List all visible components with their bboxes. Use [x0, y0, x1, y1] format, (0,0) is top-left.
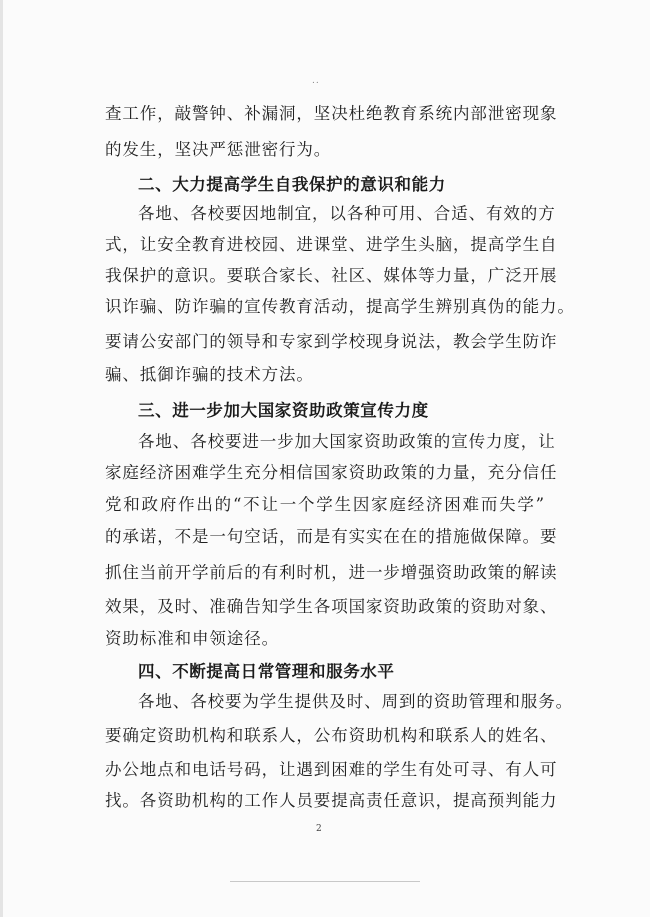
paragraph-line: 效果，及时、准确告知学生各项国家资助政策的资助对象、: [105, 597, 558, 616]
page-number: 2: [316, 824, 322, 834]
paragraph-line: 各地、各校要为学生提供及时、周到的资助管理和服务。: [138, 692, 573, 711]
paragraph-line: 要确定资助机构和联系人，公布资助机构和联系人的姓名、: [105, 726, 558, 745]
paragraph-line: 查工作，敲警钟、补漏洞，坚决杜绝教育系统内部泄密现象: [105, 104, 558, 123]
paragraph-line: 式，让安全教育进校园、进课堂、进学生头脑，提高学生自: [105, 235, 558, 254]
paragraph-line: 的承诺，不是一句空话，而是有实实在在的措施做保障。要: [105, 527, 558, 546]
paragraph-line: 办公地点和电话号码，让遇到困难的学生有处可寻、有人可: [105, 760, 558, 779]
paragraph-line: 识诈骗、防诈骗的宣传教育活动，提高学生辨别真伪的能力。: [105, 297, 575, 316]
paragraph-line: 骗、抵御诈骗的技术方法。: [105, 365, 314, 384]
section-heading-3: 三、进一步加大国家资助政策宣传力度: [138, 401, 429, 420]
paragraph-line: 我保护的意识。要联合家长、社区、媒体等力量，广泛开展: [105, 266, 558, 285]
section-heading-2: 二、大力提高学生自我保护的意识和能力: [138, 175, 446, 194]
header-mark: ..: [312, 76, 320, 86]
paragraph-line: 各地、各校要因地制宜，以各种可用、合适、有效的方: [138, 204, 556, 223]
section-heading-4: 四、不断提高日常管理和服务水平: [138, 662, 395, 681]
paragraph-line: 资助标准和申领途径。: [105, 629, 279, 648]
paragraph-line: 各地、各校要进一步加大国家资助政策的宣传力度，让: [138, 432, 556, 451]
paragraph-line: 抓住当前开学前后的有利时机，进一步增强资助政策的解读: [105, 563, 558, 582]
paragraph-line: 的发生，坚决严惩泄密行为。: [105, 140, 332, 159]
paragraph-line: 党和政府作出的“不让一个学生因家庭经济困难而失学”: [105, 495, 545, 514]
paragraph-line: 找。各资助机构的工作人员要提高责任意识，提高预判能力: [105, 791, 558, 810]
paragraph-line: 家庭经济困难学生充分相信国家资助政策的力量，充分信任: [105, 463, 558, 482]
paragraph-line: 要请公安部门的领导和专家到学校现身说法，教会学生防诈: [105, 332, 558, 351]
scan-bottom-rule: [230, 881, 420, 882]
